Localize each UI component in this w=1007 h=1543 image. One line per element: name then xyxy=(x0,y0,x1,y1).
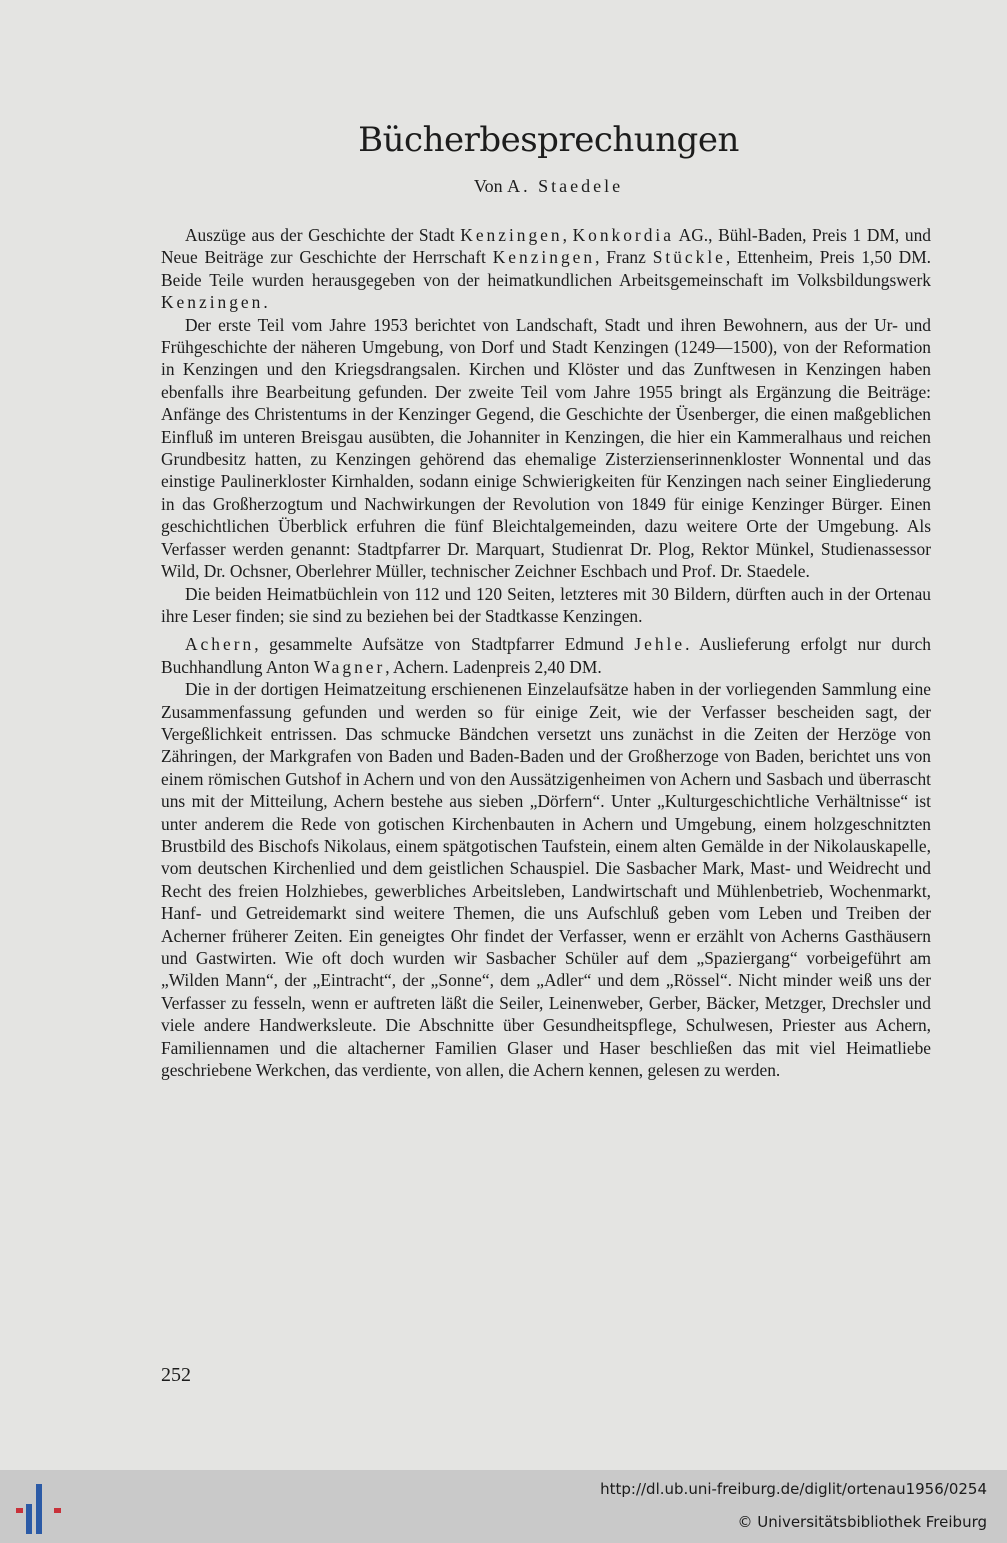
spaced-name: Wagner xyxy=(313,656,386,677)
spaced-name: Konkordia xyxy=(572,225,674,245)
article-body xyxy=(161,224,931,1081)
viewer-footer xyxy=(0,1470,1007,1543)
review1-paragraph-2: Der erste Teil vom Jahre 1953 berichtet von Landschaft, Stadt und ihren Bewohnern, aus der Ur- und Frühgeschichte der näheren Umgebung, von Dorf und Stadt Kenzingen (1249—1500), von der Reformation in Kenzingen und den Kriegsdrangsalen. Kirchen und Klöster und das Zunftwesen in Kenzingen haben ebenfalls ihre Bearbeitung gefunden. Der zweite Teil vom Jahre 1955 bringt als Ergänzung die Beiträge: Anfänge des Christentums in der Kenzinger Gegend, die Geschichte der Üsenberger, die einen maßgeblichen Einfluß im unteren Breisgau ausübten, die Johanniter in Kenzingen, die hier ein Kammeralhaus und reichen Grundbesitz hatten, zu Kenzingen gehörend das ehemalige Zisterzienserinnenkloster Wonnental und das einstige Paulinerkloster Kirnhalden, sodann einige Schwierigkeiten für Kenzingen nach seiner Eingliederung in das Großherzogtum und Nachwirkungen der Revolution von 1849 für einige Kenzinger Bürger. Einen geschichtlichen Überblick erfuhren die fünf Bleichtalgemeinden, dazu weitere Orte der Umgebung. Als Verfasser werden genannt: Stadtpfarrer Dr. Marquart, Studienrat Dr. Plog, Rektor Münkel, Studienassessor Wild, Dr. Ochsner, Oberlehrer Müller, technischer Zeichner Eschbach und Prof. Dr. Staedele. xyxy=(161,314,931,582)
text-run: , gesammelte Aufsätze von Stadtpfarrer Edmund xyxy=(254,634,635,655)
byline-prefix: Von xyxy=(473,176,508,196)
spaced-name: Kenzingen xyxy=(492,247,596,268)
text-run: . xyxy=(263,292,268,313)
text-run: , xyxy=(562,225,573,245)
review1-paragraph-1 xyxy=(161,224,931,314)
text-run: , Ettenheim, Preis 1,50 DM. Beide Teile wurden herausgegeben von der heimatkundlichen Arbeitsgemeinschaft im Volksbildungswerk xyxy=(161,247,932,290)
source-url-link[interactable]: http://dl.ub.uni-freiburg.de/diglit/ortenau1956/0254 xyxy=(600,1480,987,1498)
spaced-name: Kenzingen xyxy=(161,292,264,313)
page-number: 252 xyxy=(161,1364,191,1386)
spaced-name: Achern xyxy=(185,634,255,655)
ub-freiburg-logo-icon xyxy=(14,1482,64,1536)
spaced-name: Jehle xyxy=(634,634,686,655)
review2-paragraph-2: Die in der dortigen Heimatzeitung erschienenen Einzelaufsätze haben in der vorliegenden Sammlung eine Zusammenfassung gefunden und werden so für einige Zeit, wie der Verfasser bescheiden sagt, der Vergeßlichkeit entrissen. Das schmucke Bändchen versetzt uns zunächst in die Zeiten der Herzöge von Zähringen, der Markgrafen von Baden und Baden-Baden und der Großherzoge von Baden, berichtet uns von einem römischen Gutshof in Achern und von den Aussätzigenheimen von Achern und Sasbach und überrascht uns mit der Mitteilung, Achern bestehe aus sieben „Dörfern“. Unter „Kulturgeschichtliche Verhältnisse“ ist unter anderem die Rede von gotischen Kirchenbauten in Achern und Umgebung, einem holzgeschnitzten Brustbild des Bischofs Nikolaus, einem spätgotischen Taufstein, einem alten Gemälde in der Nikolauskapelle, vom deutschen Kirchenlied und dem geistlichen Schauspiel. Die Sasbacher Mark, Mast- und Weidrecht und Recht des freien Holzhiebes, gewerbliches Arbeitsleben, Landwirtschaft und Mühlenbetrieb, Wochenmarkt, Hanf- und Getreidemarkt sind weitere Themen, die uns Aufschluß geben vom Leben und Treiben der Acherner früherer Zeiten. Ein geneigtes Ohr findet der Verfasser, wenn er erzählt von Acherns Gasthäusern und Gastwirten. Wie oft doch wurden wir Sasbacher Schüler auf dem „Spaziergang“ vorbeigeführt am „Wilden Mann“, der „Eintracht“, der „Sonne“, dem „Adler“ und dem „Rössel“. Nicht minder weiß uns der Verfasser zu fesseln, wenn er auftreten läßt die Seiler, Leinenweber, Gerber, Bäcker, Metzger, Drechsler und viele andere Handwerksleute. Die Abschnitte über Gesundheitspflege, Schulwesen, Priester aus Achern, Familiennamen und die altacherner Familien Glaser und Haser beschließen das mit viel Heimatliebe geschriebene Werkchen, das verdiente, von allen, die Achern kennen, gelesen zu werden. xyxy=(161,679,931,1081)
spaced-name: Kenzingen xyxy=(460,225,563,245)
copyright-notice: © Universitätsbibliothek Freiburg xyxy=(737,1513,987,1531)
text-run: AG., Bühl-Baden, Preis 1 DM, und Neue Beiträge zur Geschichte der Herrschaft xyxy=(161,225,931,268)
page-title: Bücherbesprechungen xyxy=(358,120,739,160)
text-run: Auszüge aus der Geschichte der Stadt xyxy=(185,225,461,245)
text-run: , Achern. Ladenpreis 2,40 DM. xyxy=(385,656,602,677)
byline-author: A. Staedele xyxy=(507,176,624,196)
byline xyxy=(0,176,1007,197)
text-run: . Auslieferung erfolgt nur durch Buchhandlung Anton xyxy=(161,634,931,677)
text-run: , Franz xyxy=(595,247,653,268)
spaced-name: Stückle xyxy=(652,247,726,268)
review1-paragraph-3: Die beiden Heimatbüchlein von 112 und 120 Seiten, letzteres mit 30 Bildern, dürften auch in der Ortenau ihre Leser finden; sie sind zu beziehen bei der Stadtkasse Kenzingen. xyxy=(161,583,931,626)
review2-paragraph-1 xyxy=(161,633,931,678)
